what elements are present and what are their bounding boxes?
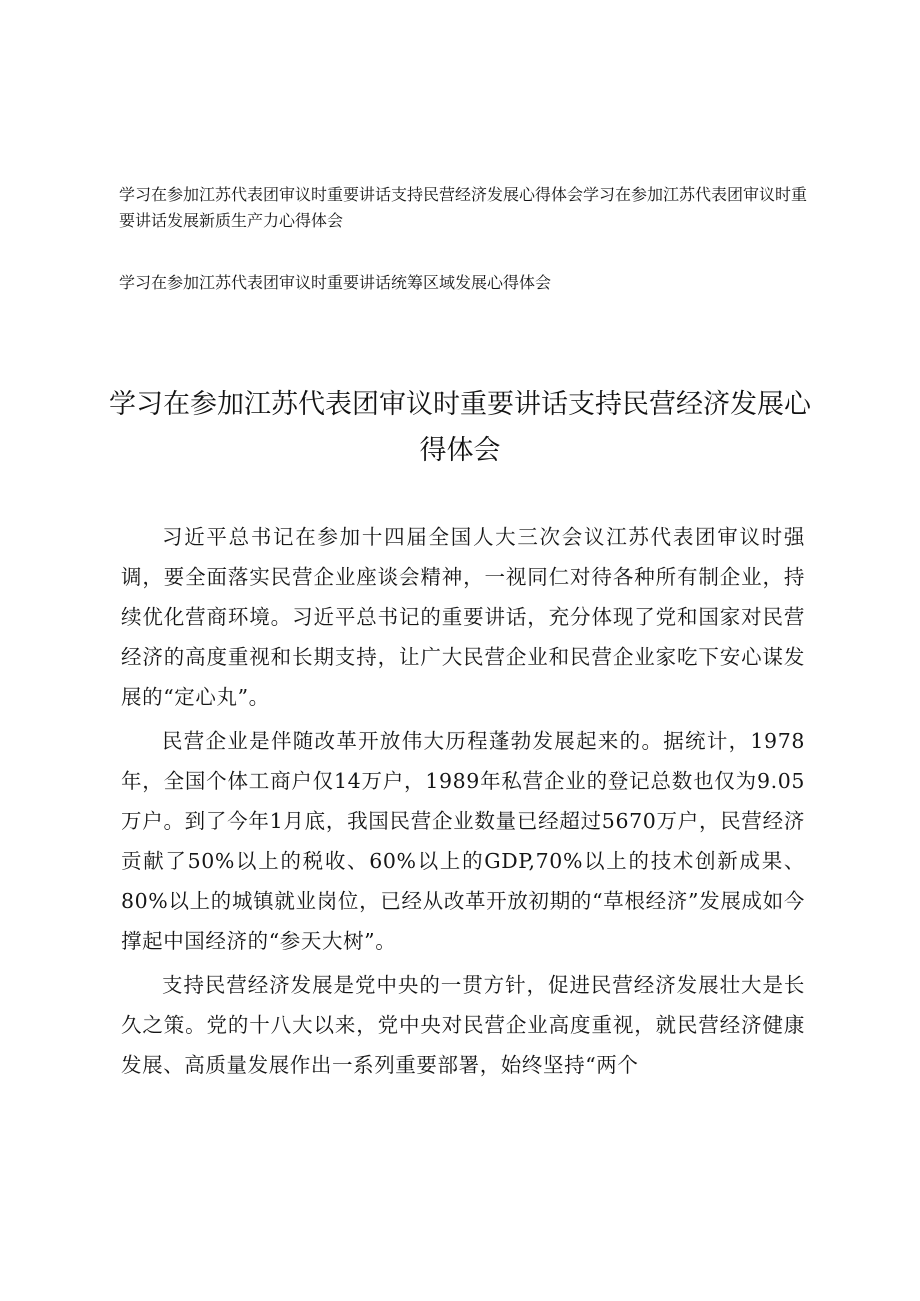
- paragraph-1: 习近平总书记在参加十四届全国人大三次会议江苏代表团审议时强调，要全面落实民营企业座谈会精神，一视同仁对待各种所有制企业，持续优化营商环境。习近平总书记的重要讲话，充分体现了党和国家对民营经济的高度重视和长期支持，让广大民营企业和民营企业家吃下安心谋发展的“定心丸”。: [121, 525, 805, 709]
- table-of-contents: [119, 182, 809, 296]
- paragraph-2: 民营企业是伴随改革开放伟大历程蓬勃发展起来的。据统计，1978年，全国个体工商户仅14万户，1989年私营企业的登记总数也仅为9.05万户。到了今年1月底，我国民营企业数量已经超过5670万户，民营经济贡献了50%以上的税收、60%以上的GDP,70%以上的技术创新成果、80%以上的城镇就业岗位，已经从改革开放初期的“草根经济”发展成如今撑起中国经济的“参天大树”。: [121, 729, 805, 953]
- toc-entry-1[interactable]: 学习在参加江苏代表团审议时重要讲话支持民营经济发展心得体会学习在参加江苏代表团审议时重要讲话发展新质生产力心得体会: [119, 185, 808, 230]
- toc-spacer: [119, 234, 809, 270]
- paragraph-3: 支持民营经济发展是党中央的一贯方针，促进民营经济发展壮大是长久之策。党的十八大以来，党中央对民营企业高度重视，就民营经济健康发展、高质量发展作出一系列重要部署，始终坚持“两个: [121, 973, 805, 1077]
- toc-entry-2[interactable]: 学习在参加江苏代表团审议时重要讲话统筹区域发展心得体会: [119, 273, 552, 292]
- article-title: 学习在参加江苏代表团审议时重要讲话支持民营经济发展心得体会: [109, 389, 811, 466]
- article-body: [121, 517, 805, 1089]
